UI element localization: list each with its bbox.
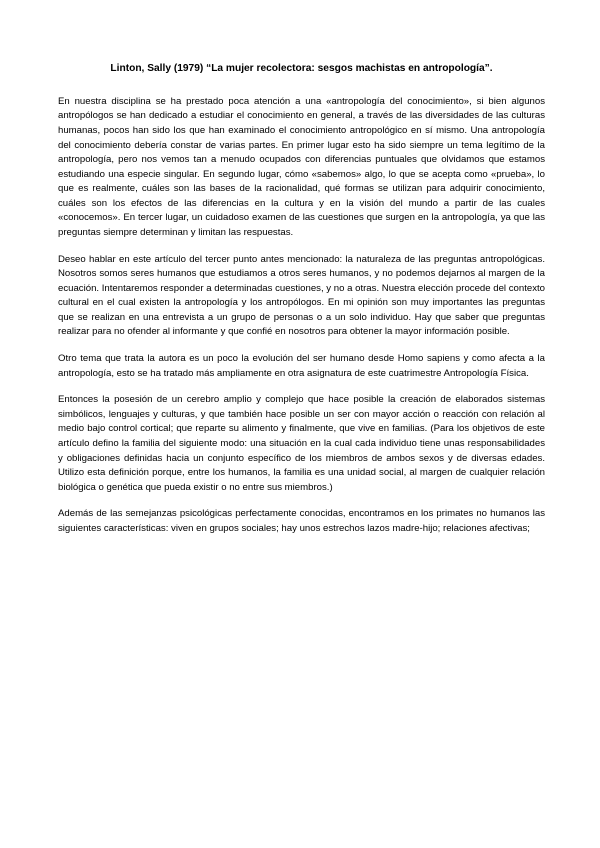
paragraph-2: Deseo hablar en este artículo del tercer punto antes mencionado: la naturaleza de las preguntas antropológicas. Nosotros somos seres humanos que estudiamos a otros seres humanos, y no podemos dejarnos al margen de la ecuación. Intentaremos responder a determinadas cuestiones, y no a otras. Nuestra elección procede del contexto cultural en el cual existen la antropología y los antropólogos. En mi opinión son muy importantes las preguntas que se realizan en una entrevista a un grupo de personas o a un solo individuo. Hay que saber que preguntas realizar para no ofender al informante y que confié en nosotros para obtener la mayor información posible.	[58, 253, 545, 338]
paragraph-5: Además de las semejanzas psicológicas perfectamente conocidas, encontramos en los primates no humanos las siguientes características: viven en grupos sociales; hay unos estrechos lazos madre-hijo; relaciones afectivas;	[58, 508, 545, 534]
paragraph-1: En nuestra disciplina se ha prestado poca atención a una «antropología del conocimiento», si bien algunos antropólogos se han dedicado a estudiar el conocimiento en general, a través de las diversidades de las culturas humanas, pocos han sido los que han examinado el conocimiento antropológico en sí mismo. Una antropología del conocimiento debería constar de varias partes. En primer lugar esto ha sido siempre un tema legítimo de la antropología, pero nos vemos tan a menudo ocupados con diferencias puntuales que olvidamos que estamos estudiando una especie singular. En segundo lugar, cómo «sabemos» algo, lo que se acepta como «prueba», lo que es realmente, cuáles son las bases de la racionalidad, qué formas se utilizan para adquirir conocimiento, cuáles son los efectos de las diferencias en la cultura y en la visión del mundo a partir de las cuales «conocemos». En tercer lugar, un cuidadoso examen de las cuestiones que surgen en la antropología, ya que las preguntas siempre determinan y limitan las respuestas.	[58, 95, 545, 238]
paragraph-3: Otro tema que trata la autora es un poco la evolución del ser humano desde Homo sapiens y como afecta a la antropología, esto se ha tratado más ampliamente en otra asignatura de este cuatrimestre Antropología Física.	[58, 353, 545, 379]
paragraph-4: Entonces la posesión de un cerebro amplio y complejo que hace posible la creación de elaborados sistemas simbólicos, lenguajes y culturas, y que también hace posible un ser con mayor acción o reacción con relación al medio bajo control cortical; que reparte su alimento y finalmente, que vive en familias. (Para los objetivos de este artículo defino la familia del siguiente modo: una situación en la cual cada individuo tiene unas responsabilidades y obligaciones definidas hacia un conjunto específico de los miembros de ambos sexos y de diversas edades. Utilizo esta definición porque, entre los humanos, la familia es una unidad social, al margen de cualquier relación biológica o genética que pueda existir o no entre sus miembros.)	[58, 394, 545, 493]
page-title: Linton, Sally (1979) “La mujer recolectora: sesgos machistas en antropología”.	[110, 63, 493, 74]
